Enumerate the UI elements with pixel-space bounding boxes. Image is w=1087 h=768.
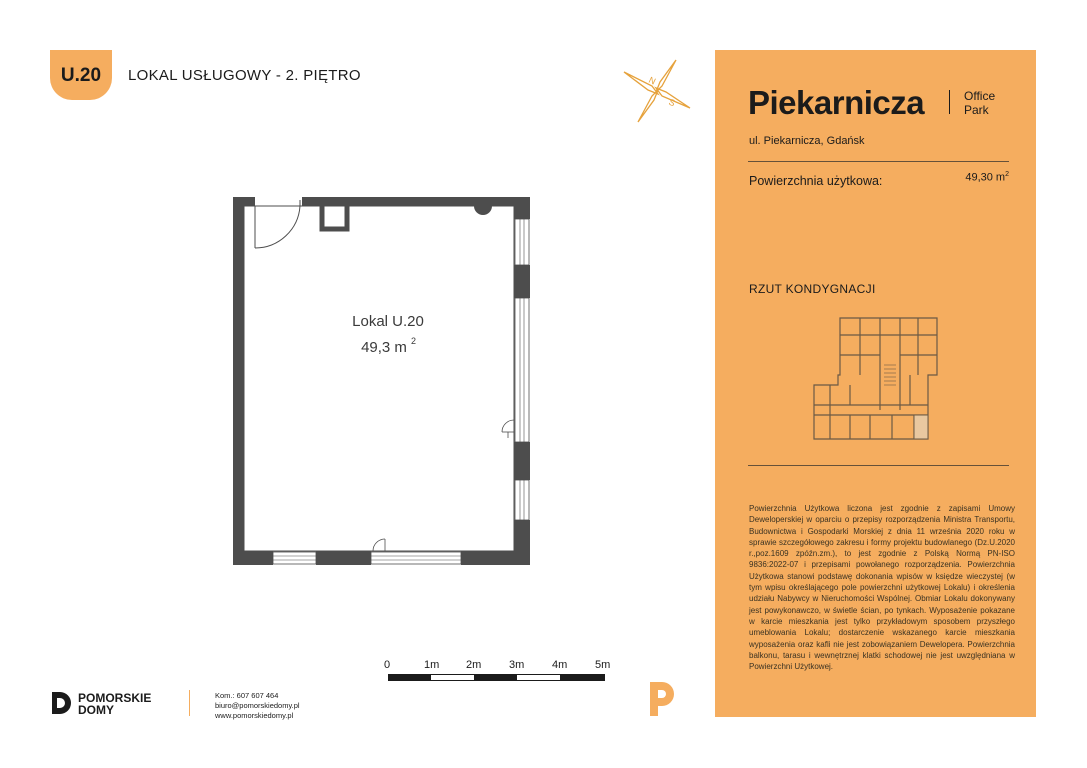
company-name-line2: DOMY [78,703,114,717]
floor-plan-heading: RZUT KONDYGNACJI [749,282,876,296]
pomorskie-domy-logo-icon [50,690,72,716]
company-name-line1: POMORSKIE [78,691,152,705]
floor-key-plan [810,315,942,440]
brand-office-line2: Park [964,103,989,117]
compass-rose-icon [622,56,692,126]
piekarnicza-p-logo-icon [648,680,678,718]
compass-s: S [667,96,677,109]
scale-label-2m: 2m [466,659,482,671]
divider [748,161,1009,162]
scale-label-3m: 3m [509,659,525,671]
scale-label-5m: 5m [595,659,611,671]
contact-info [215,691,300,721]
unit-badge: U.20 [50,50,112,100]
area-value-sup: 2 [1005,171,1009,178]
compass-n: N [647,74,658,87]
divider [748,465,1009,466]
scale-label-0: 0 [384,659,391,671]
unit-area: 49,3 m [361,339,407,356]
scale-label-4m: 4m [552,659,568,671]
contact-website[interactable]: www.pomorskiedomy.pl [215,711,294,720]
brand-logo: Piekarnicza [748,84,925,121]
footer-separator [189,690,190,716]
address: ul. Piekarnicza, Gdańsk [749,135,865,147]
brand-office-park [964,89,995,117]
company-name [78,692,151,716]
contact-phone: Kom.: 607 607 464 [215,691,279,700]
scale-bar [388,674,606,682]
floor-plan [228,190,548,580]
brand-office-line1: Office [964,89,996,103]
unit-label: Lokal U.20 [352,313,424,330]
area-value [900,171,1009,184]
contact-email[interactable]: biuro@pomorskiedomy.pl [215,701,300,710]
scale-label-1m: 1m [424,659,440,671]
disclaimer-text: Powierzchnia Użytkowa liczona jest zgodnie z zapisami Umowy Deweloperskiej w oparciu o przepisy rozporządzenia Ministra Transportu, Budownictwa i Gospodarki Morskiej z dnia 11 września 2020 roku w sprawie szczegółowego zakresu i formy projektu budowlanego (Dz.U.2020 r.,poz.1609 zpóźn.zm.), to jest zgodnie z Polską Normą PN-ISO 9836:2022-07 i przepisami powołanego rozporządzenia. Powierzchnia Użytkowa stanowi podstawę dokonania wpisów w księdze wieczystej (w tym wpisu określającego pole powierzchni użytkowej Lokalu) i określenia udziału Nabywcy w Nieruchomości Wspólnej. Obmiar Lokalu dokonywany jest powykonawczo, w świetle ścian, po tynkach. Wyposażenie pokazane w karcie mieszkania jest tylko przykładowym sposobem przyszłego umeblowania Lokalu; dostarczenie wskazanego karcie mieszkania wyposażenia oraz kafli nie jest zobowiązaniem Dewelopera. Powierzchnia balkonu, tarasu i wewnętrznej klatki schodowej nie jest uwzględniana w Powierzchni Użytkowej. [749,504,1015,672]
unit-area-sup: 2 [411,336,417,346]
brand-separator [949,90,950,114]
area-label: Powierzchnia użytkowa: [749,174,883,188]
area-value-text: 49,30 m [965,171,1006,184]
page-title: LOKAL USŁUGOWY - 2. PIĘTRO [128,67,361,84]
